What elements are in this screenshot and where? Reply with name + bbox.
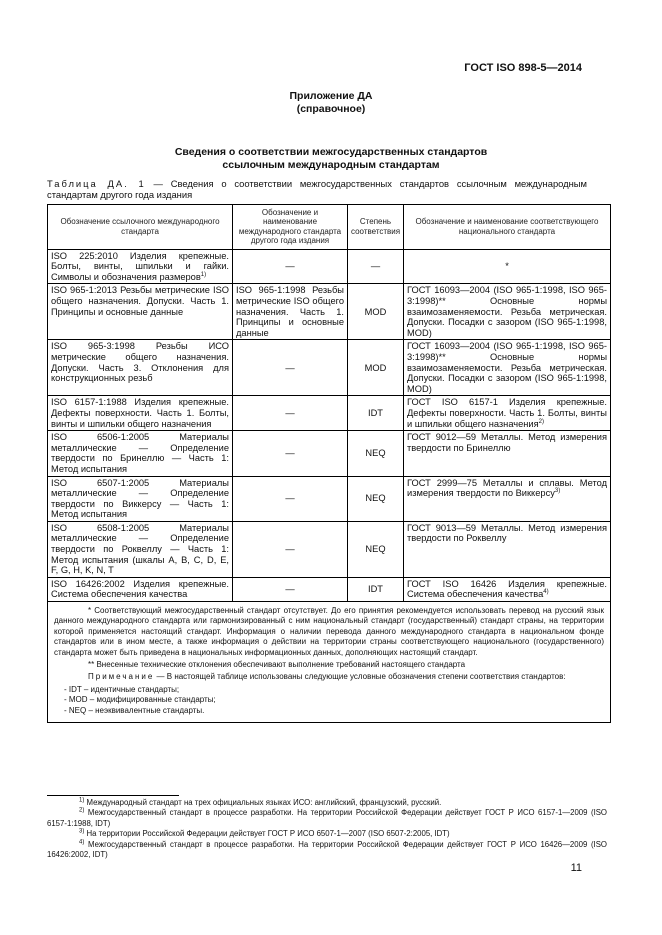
- footnote-4: $^{4)}$ Межгосударственный стандарт в процессе разработки. На территории Российской Федерации действует ГОСТ Р ИСО 16426—2009 (ISO 16426:2002, IDT): [47, 839, 607, 860]
- header-reference-standard: Обозначение ссылочного международного стандарта: [48, 205, 233, 250]
- cell-degree: IDT: [348, 396, 404, 431]
- cell-reference-standard: ISO 6157-1:1988 Изделия крепежные. Дефекты поверхности. Часть 1. Болты, винты и шпильки общего назначения: [48, 396, 233, 431]
- cell-degree: —: [348, 249, 404, 284]
- note-single-asterisk: * Соответствующий межгосударственный стандарт отсутствует. До его принятия рекомендуется использовать перевод на русский язык данного международного стандарта или гармонизированный с ним национальный стандарт (государственный) стандарт страны, на территории которой применяется настоящий стандарт. Информация о наличии перевода данного международного стандарта в национальном фонде стандартов или в ином месте, а также информация о действии на территории страны соответствующего национального (государственного) стандарта может быть приведена в национальных информационных данных, дополняющих настоящий стандарт.: [54, 606, 604, 657]
- correspondence-table: [47, 204, 611, 723]
- cell-degree: NEQ: [348, 521, 404, 577]
- table-caption-prefix: Таблица ДА. 1: [47, 178, 146, 189]
- table-row: [48, 431, 611, 476]
- cell-degree: MOD: [348, 340, 404, 396]
- cell-reference-standard: ISO 225:2010 Изделия крепежные. Болты, винты, шпильки и гайки. Символы и обозначения размеров$^{1)}$: [48, 249, 233, 284]
- header-degree: Степень соответствия: [348, 205, 404, 250]
- cell-other-edition: —: [233, 521, 348, 577]
- cell-reference-standard: ISO 6507-1:2005 Материалы металлические — Определение твердости по Виккерсу — Часть 1: Метод испытания: [48, 476, 233, 521]
- cell-national-standard: ГОСТ 2999—75 Металлы и сплавы. Метод измерения твердости по Виккерсу$^{3)}$: [404, 476, 611, 521]
- annex-label: Приложение ДА: [289, 90, 373, 102]
- table-caption-text: — Сведения о соответствии межгосударственных стандартов ссылочным международным стандартам другого года издания: [47, 178, 587, 200]
- cell-other-edition: —: [233, 340, 348, 396]
- table-row: [48, 476, 611, 521]
- cell-other-edition: —: [233, 476, 348, 521]
- table-row: [48, 577, 611, 601]
- table-header-row: [48, 205, 611, 250]
- table-row: [48, 249, 611, 284]
- header-national-standard: Обозначение и наименование соответствующего национального стандарта: [404, 205, 611, 250]
- header-other-edition: Обозначение и наименование международного стандарта другого года издания: [233, 205, 348, 250]
- table-row: [48, 396, 611, 431]
- table-row: [48, 340, 611, 396]
- cell-degree: IDT: [348, 577, 404, 601]
- cell-national-standard: *: [404, 249, 611, 284]
- page-title: [0, 146, 662, 172]
- cell-degree: NEQ: [348, 476, 404, 521]
- cell-other-edition: ISO 965-1:1998 Резьбы метрические ISO общего назначения. Часть 1. Принципы и основные данные: [233, 284, 348, 340]
- cell-reference-standard: ISO 6506-1:2005 Материалы металлические — Определение твердости по Бринеллю — Часть 1: Метод испытания: [48, 431, 233, 476]
- cell-other-edition: —: [233, 577, 348, 601]
- table-notes-row: [48, 602, 611, 723]
- table-row: [48, 521, 611, 577]
- cell-national-standard: ГОСТ ISO 16426 Изделия крепежные. Система обеспечения качества$^{4)}$: [404, 577, 611, 601]
- footnote-2: $^{2)}$ Межгосударственный стандарт в процессе разработки. На территории Российской Федерации действует ГОСТ Р ИСО 6157-1—2009 (ISO 6157-1:1988, IDT): [47, 807, 607, 828]
- page-title-line-2: ссылочным международным стандартам: [222, 159, 440, 171]
- table-notes: [48, 602, 611, 723]
- cell-other-edition: —: [233, 396, 348, 431]
- cell-reference-standard: ISO 16426:2002 Изделия крепежные. Система обеспечения качества: [48, 577, 233, 601]
- page-number: 11: [570, 862, 582, 874]
- legend-mod: - MOD – модифицированные стандарты;: [64, 695, 216, 705]
- cell-degree: NEQ: [348, 431, 404, 476]
- table-row: [48, 284, 611, 340]
- cell-national-standard: ГОСТ 9013—59 Металлы. Метод измерения твердости по Роквеллу: [404, 521, 611, 577]
- standard-designation: ГОСТ ISO 898-5—2014: [464, 62, 582, 74]
- cell-national-standard: ГОСТ 16093—2004 (ISO 965-1:1998, ISO 965-3:1998)** Основные нормы взаимозаменяемости. Резьба метрическая. Допуски. Посадки с зазором (ISO 965-1:1998, MOD): [404, 340, 611, 396]
- footnotes: [47, 798, 607, 860]
- footnote-3: $^{3)}$ На территории Российской Федерации действует ГОСТ Р ИСО 6507-1—2007 (ISO 6507-2:2005, IDT): [79, 828, 450, 839]
- footnote-1: $^{1)}$ Международный стандарт на трех официальных языках ИСО: английский, французский, русский.: [79, 797, 442, 807]
- note-remark: [54, 672, 604, 682]
- cell-national-standard: ГОСТ 9012—59 Металлы. Метод измерения твердости по Бринеллю: [404, 431, 611, 476]
- note-text: — В настоящей таблице использованы следующие условные обозначения степени соответствия стандартов:: [154, 672, 566, 682]
- cell-degree: MOD: [348, 284, 404, 340]
- cell-other-edition: —: [233, 249, 348, 284]
- cell-national-standard: ГОСТ 16093—2004 (ISO 965-1:1998, ISO 965-3:1998)** Основные нормы взаимозаменяемости. Резьба метрическая. Допуски. Посадки с зазором (ISO 965-1:1998, MOD): [404, 284, 611, 340]
- note-double-asterisk: ** Внесенные технические отклонения обеспечивают выполнение требований настоящего стандарта: [88, 660, 466, 670]
- cell-national-standard: ГОСТ ISO 6157-1 Изделия крепежные. Дефекты поверхности. Часть 1. Болты, винты и шпильки общего назначения$^{2)}$: [404, 396, 611, 431]
- legend-neq: - NEQ – неэквивалентные стандарты.: [64, 705, 205, 715]
- table-caption: [47, 178, 587, 200]
- annex-title: [0, 90, 662, 116]
- annex-subtitle: (справочное): [296, 103, 366, 115]
- legend-idt: - IDT – идентичные стандарты;: [64, 684, 180, 694]
- cell-reference-standard: ISO 6508-1:2005 Материалы металлические — Определение твердости по Роквеллу — Часть 1: Метод испытания (шкалы A, B, C, D, E, F, G, H, K, N, T: [48, 521, 233, 577]
- cell-other-edition: —: [233, 431, 348, 476]
- page-title-line-1: Сведения о соответствии межгосударственных стандартов: [174, 146, 488, 158]
- cell-reference-standard: ISO 965-1:2013 Резьбы метрические ISO общего назначения. Допуски. Часть 1. Принципы и основные данные: [48, 284, 233, 340]
- footnote-divider: [47, 795, 179, 796]
- note-label: Примечание: [88, 672, 155, 682]
- cell-reference-standard: ISO 965-3:1998 Резьбы ИСО метрические общего назначения. Допуски. Часть 3. Отклонения для конструкционных резьб: [48, 340, 233, 396]
